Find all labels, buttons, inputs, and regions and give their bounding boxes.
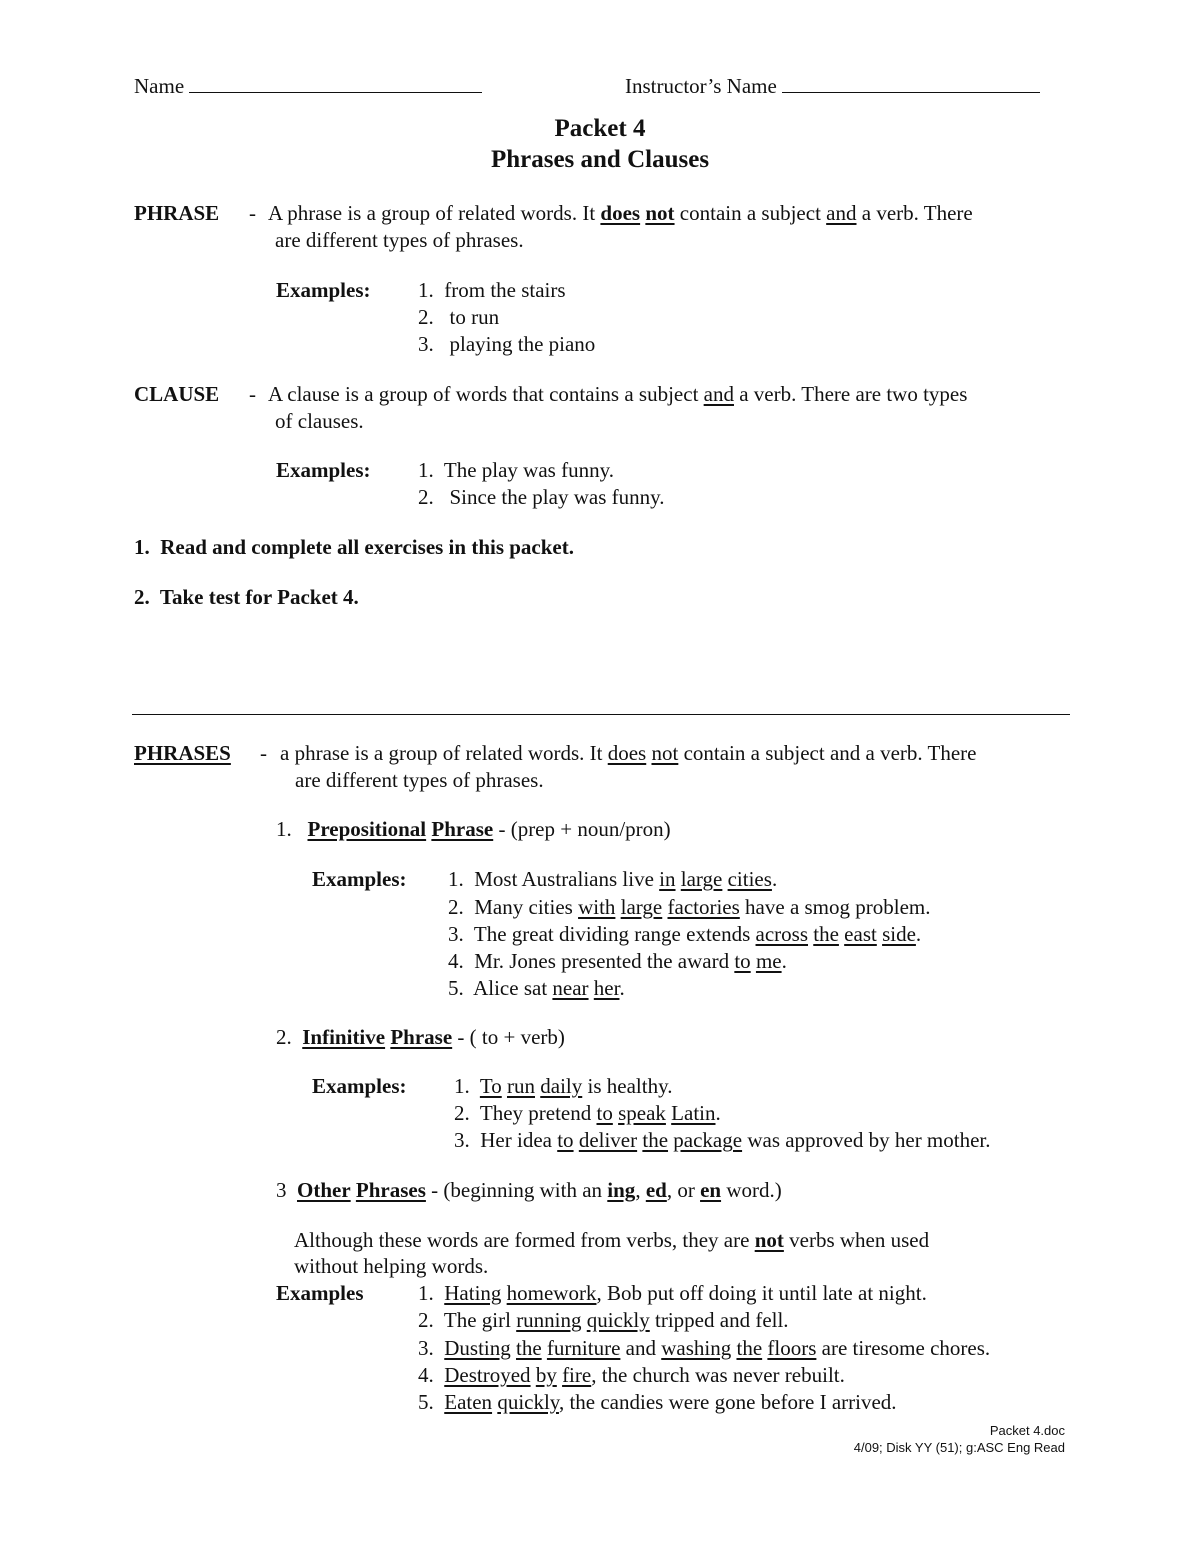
other-phrases-note-line2: without helping words.	[294, 1254, 489, 1278]
list-item: 2. The girl running quickly tripped and fell.	[418, 1308, 789, 1332]
clause-term: CLAUSE	[134, 382, 220, 406]
list-item: 2. Many cities with large factories have a smog problem.	[448, 895, 931, 919]
packet-title: Packet 4	[554, 115, 646, 142]
footer-disk-info: 4/09; Disk YY (51); g:ASC Eng Read	[853, 1440, 1065, 1455]
clause-examples-label: Examples:	[276, 458, 371, 482]
packet-subtitle: Phrases and Clauses	[490, 146, 710, 173]
section-divider	[132, 714, 1070, 715]
list-item: 3. The great dividing range extends across the east side.	[448, 922, 922, 946]
name-field	[134, 72, 482, 99]
other-examples-label: Examples	[276, 1281, 364, 1305]
footer-filename: Packet 4.doc	[989, 1423, 1065, 1438]
instructor-name-field	[625, 72, 1040, 99]
phrases-definition-line1: a phrase is a group of related words. It does not contain a subject and a verb. There	[280, 741, 977, 765]
other-phrases-heading: 3 Other Phrases - (beginning with an ing, ed, or en word.)	[276, 1178, 782, 1202]
clause-definition-line2: of clauses.	[275, 409, 364, 433]
phrases-term: PHRASES	[134, 741, 231, 765]
list-item: 1. The play was funny.	[418, 458, 614, 482]
phrase-dash: -	[249, 201, 256, 225]
clause-dash: -	[249, 382, 256, 406]
phrase-term: PHRASE	[134, 201, 220, 225]
list-item: 3. Dusting the furniture and washing the floors are tiresome chores.	[418, 1336, 991, 1360]
list-item: 1. Hating homework, Bob put off doing it until late at night.	[418, 1281, 927, 1305]
list-item: 1. from the stairs	[418, 278, 566, 302]
name-label: Name	[134, 74, 185, 98]
list-item: 4. Mr. Jones presented the award to me.	[448, 949, 787, 973]
phrase-examples-label: Examples:	[276, 278, 371, 302]
instruction-1: 1. Read and complete all exercises in this packet.	[134, 535, 574, 559]
phrase-definition-line2: are different types of phrases.	[275, 228, 524, 252]
list-item: 5. Alice sat near her.	[448, 976, 625, 1000]
instructor-name-blank-line[interactable]	[782, 72, 1040, 93]
infinitive-phrase-heading: 2. Infinitive Phrase - ( to + verb)	[276, 1025, 565, 1049]
other-phrases-note-line1: Although these words are formed from verbs, they are not verbs when used	[294, 1228, 930, 1252]
prepositional-phrase-heading: 1. Prepositional Phrase - (prep + noun/pron)	[276, 817, 671, 841]
phrase-definition-line1: A phrase is a group of related words. It does not contain a subject and a verb. There	[268, 201, 973, 225]
name-blank-line[interactable]	[189, 72, 482, 93]
clause-definition-line1: A clause is a group of words that contains a subject and a verb. There are two types	[268, 382, 968, 406]
infinitive-examples-label: Examples:	[312, 1074, 407, 1098]
list-item: 2. They pretend to speak Latin.	[454, 1101, 721, 1125]
list-item: 5. Eaten quickly, the candies were gone before I arrived.	[418, 1390, 897, 1414]
list-item: 1. Most Australians live in large cities.	[448, 867, 778, 891]
phrases-definition-line2: are different types of phrases.	[295, 768, 544, 792]
instructor-name-label: Instructor’s Name	[625, 74, 777, 98]
list-item: 1. To run daily is healthy.	[454, 1074, 673, 1098]
list-item: 3. Her idea to deliver the package was approved by her mother.	[454, 1128, 991, 1152]
list-item: 2. Since the play was funny.	[418, 485, 665, 509]
list-item: 2. to run	[418, 305, 500, 329]
list-item: 3. playing the piano	[418, 332, 596, 356]
instruction-2: 2. Take test for Packet 4.	[134, 585, 359, 609]
prepositional-examples-label: Examples:	[312, 867, 407, 891]
phrases-dash: -	[260, 741, 267, 765]
list-item: 4. Destroyed by fire, the church was never rebuilt.	[418, 1363, 845, 1387]
